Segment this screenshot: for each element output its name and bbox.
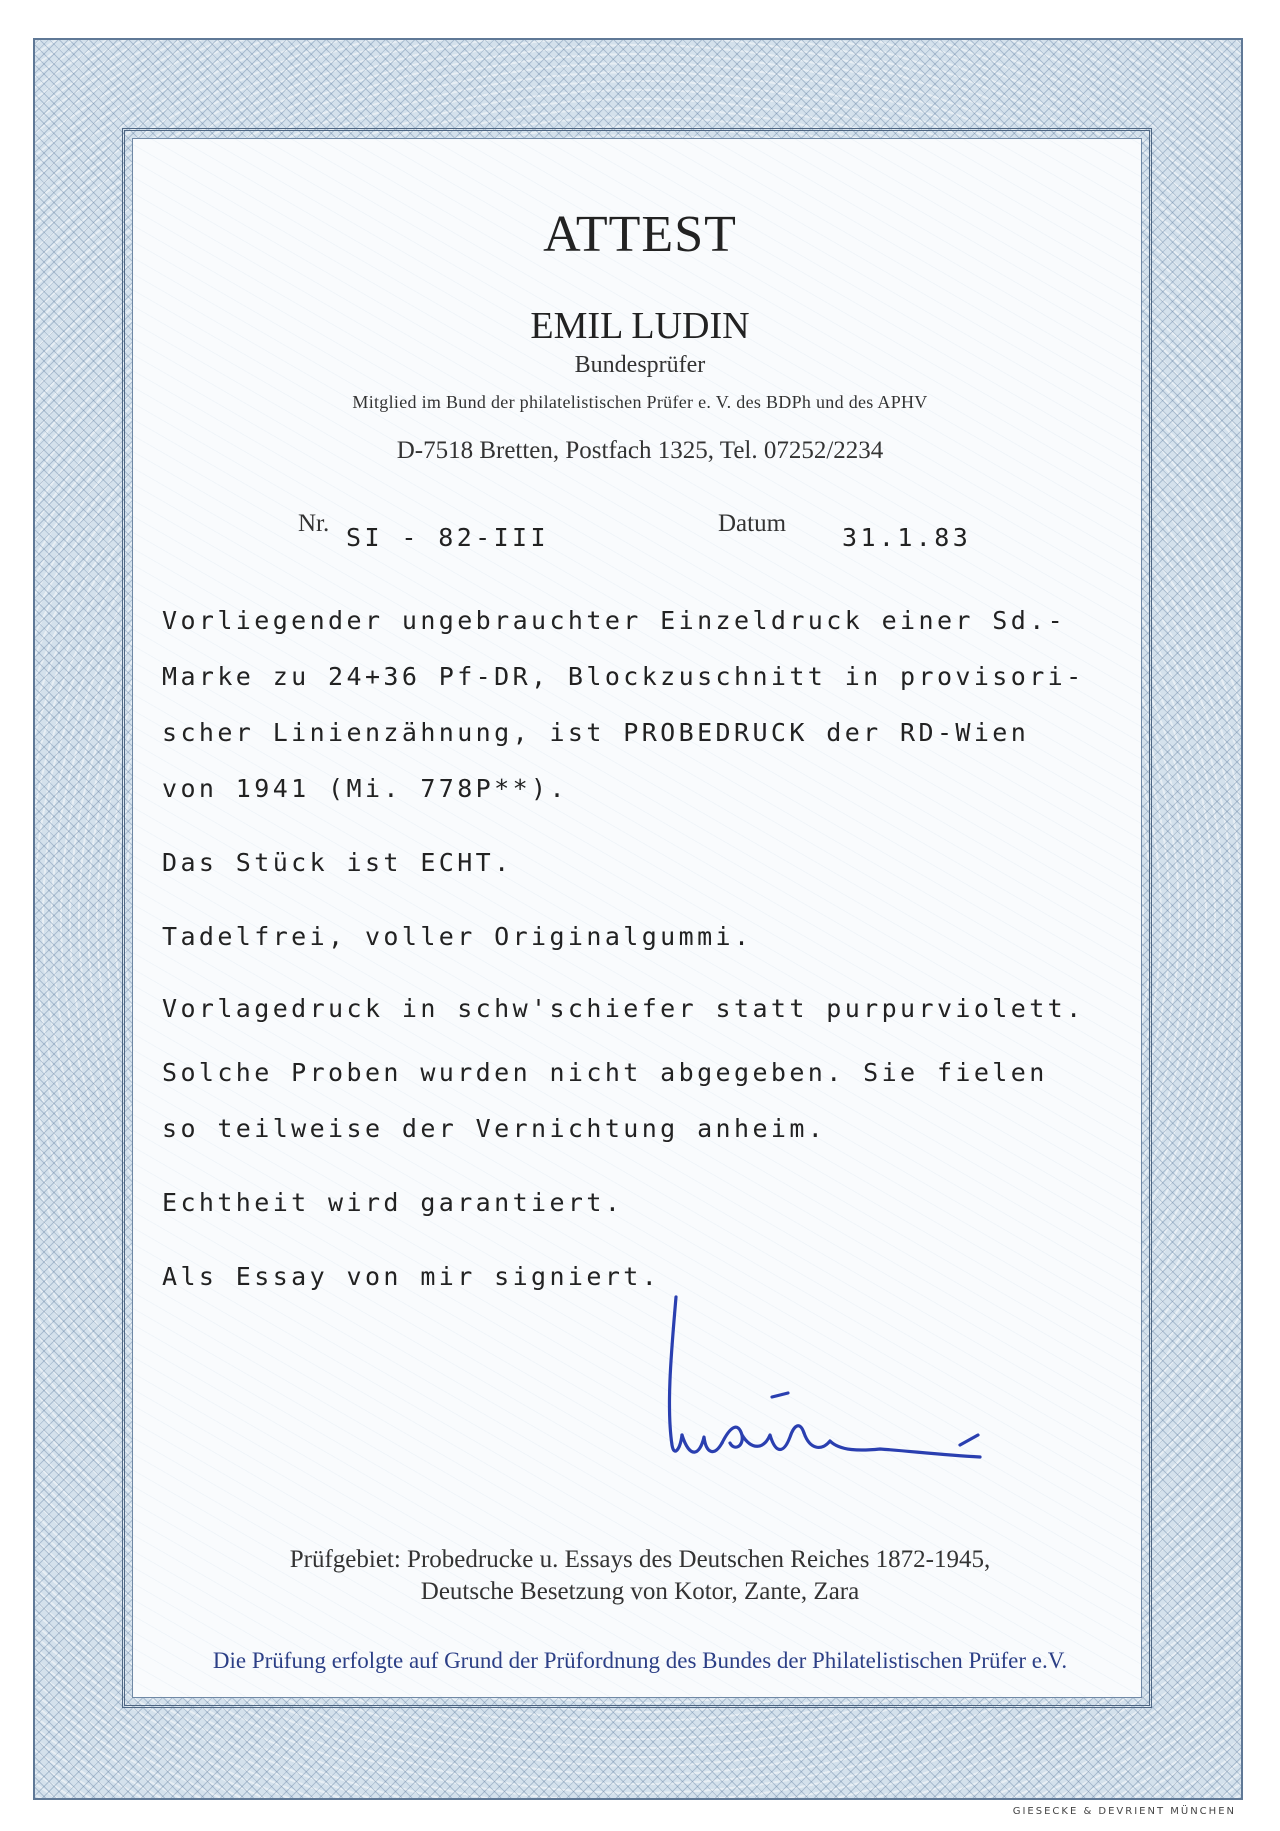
signature-icon [660,1285,1000,1485]
body-line: Marke zu 24+36 Pf-DR, Blockzuschnitt in provisori- [162,662,1085,691]
body-line: Als Essay von mir signiert. [162,1262,661,1291]
number-value: SI - 82-III [346,523,549,552]
address-line: D-7518 Bretten, Postfach 1325, Tel. 07252/2234 [396,437,884,464]
examination-area-continued: Deutsche Besetzung von Kotor, Zante, Zara [420,1578,860,1605]
examination-regulation: Die Prüfung erfolgte auf Grund der Prüfordnung des Bundes der Philatelistischen Prüfer e.V. [212,1648,1068,1673]
document-title: ATTEST [543,206,737,263]
body-line: scher Linienzähnung, ist PROBEDRUCK der RD-Wien [162,718,1030,747]
date-label: Datum [718,510,787,537]
examiner-name: EMIL LUDIN [530,305,750,347]
examination-area: Prüfgebiet: Probedrucke u. Essays des Deutschen Reiches 1872-1945, [289,1546,991,1573]
printer-imprint: GIESECKE & DEVRIENT MÜNCHEN [1012,1806,1236,1817]
date-value: 31.1.83 [842,523,972,552]
body-line: Vorlagedruck in schw'schiefer statt purpurviolett. [162,994,1085,1023]
body-line: Echtheit wird garantiert. [162,1188,624,1217]
body-line: Das Stück ist ECHT. [162,848,513,877]
body-line: von 1941 (Mi. 778P**). [162,774,568,803]
membership-line: Mitglied im Bund der philatelistischen Prüfer e. V. des BDPh und des APHV [352,392,928,412]
examiner-role: Bundesprüfer [574,352,706,378]
body-line: Tadelfrei, voller Originalgummi. [162,922,753,951]
body-line: Solche Proben wurden nicht abgegeben. Sie fielen [162,1058,1048,1087]
number-label: Nr. [298,510,330,537]
body-line: Vorliegender ungebrauchter Einzeldruck einer Sd.- [162,606,1067,635]
body-line: so teilweise der Vernichtung anheim. [162,1114,827,1143]
